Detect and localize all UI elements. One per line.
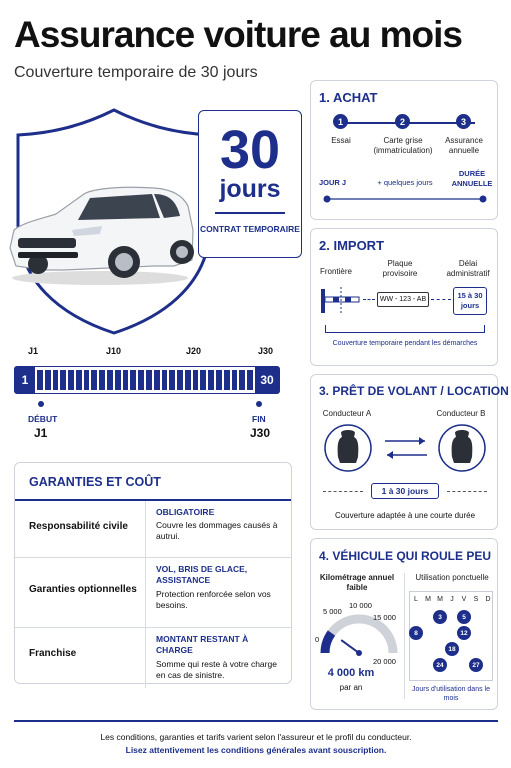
timeline-ticks [14,346,284,358]
start-label: DÉBUT [28,414,58,424]
guarantee-name: Franchise [29,648,77,659]
timeline-segment [123,370,129,390]
achat-panel [310,80,498,220]
usage-day: 27 [469,658,483,672]
usage-day: 8 [409,626,423,640]
footer-line-1: Les conditions, garanties et tarifs varient selon l'assureur et le profil du conducteur. [100,732,412,742]
guarantee-desc: Couvre les dommages causés à autrui. [156,520,278,542]
timeline-start: 1 [21,373,29,387]
seat-b-icon [437,423,487,473]
pret-dash-left [323,491,363,492]
timeline-segment [247,370,253,390]
guarantee-detail [146,501,291,557]
guarantee-desc: Somme qui reste à votre charge en cas de sinistre. [156,659,277,681]
weekday-label: L [414,596,418,603]
weekday-label: D [485,596,491,603]
end-label: FIN [252,414,266,424]
tick-j30: J30 [258,346,274,356]
footer-line-2: Lisez attentivement les conditions générales avant souscription. [125,745,387,755]
swap-arrows-icon [381,433,431,463]
guarantee-row [15,558,291,628]
import-note: Couverture temporaire pendant les démarches [332,340,478,347]
usage-day: 5 [457,610,471,624]
timeline-segment [216,370,222,390]
pret-note: Couverture adaptée à une courte durée [334,511,476,520]
guarantee-tag: OBLIGATOIRE [156,507,215,517]
timeline-segment [60,370,66,390]
guarantee-tag: VOL, BRIS DE GLACE, ASSISTANCE [156,564,248,586]
timeline-segment [107,370,113,390]
gauge-label-0: 0 [315,635,320,644]
driver-a-label: Conducteur A [322,409,372,418]
weekday-label: S [473,596,479,603]
vehicule-divider [404,573,405,699]
timeline-segment [115,370,121,390]
import-arrow-2 [431,299,451,300]
timeline-segment [99,370,105,390]
timeline-segment [200,370,206,390]
tick-j1: J1 [28,346,39,356]
pret-title: 3. PRÊT DE VOLANT / LOCATION [319,384,509,398]
end-day: J30 [250,426,271,440]
achat-left: JOUR J [319,178,347,187]
timeline-markers [38,398,258,412]
km-title: Kilométrage annuel faible [319,573,395,592]
timeline-segment [138,370,144,390]
badge-divider [215,212,285,214]
step-2-label: Carte grise (immatriculation) [373,136,433,155]
seat-a-icon [323,423,373,473]
pret-panel [310,374,509,530]
step-3-icon: 3 [456,114,471,129]
usage-title: Utilisation ponctuelle [415,573,489,582]
timeline-segment [130,370,136,390]
import-delay: 15 à 30 jours [453,287,487,315]
timeline-segment [177,370,183,390]
timeline-segment [239,370,245,390]
guarantees-title: GARANTIES ET COÛT [29,475,161,489]
end-dot-icon [256,401,262,407]
weekday-label: V [461,596,467,603]
achat-timeline-icon [323,193,491,205]
guarantee-tag: MONTANT RESTANT À CHARGE [156,634,249,656]
timeline-segment [185,370,191,390]
gauge-label-20000: 20 000 [373,657,396,666]
timeline-segment [37,370,43,390]
import-bracket [325,325,485,333]
temporary-plate: WW - 123 - AB [377,292,429,307]
timeline-segment [53,370,59,390]
import-col-2: Plaque provisoire [382,259,418,278]
timeline-end: 30 [260,373,274,387]
guarantees-panel [14,462,292,684]
weekday-label: J [450,596,454,603]
timeline-bar [14,366,280,394]
timeline-segment [45,370,51,390]
pret-duration: 1 à 30 jours [371,483,439,499]
import-panel [310,228,498,366]
border-barrier-icon [319,285,363,315]
start-dot-icon [38,401,44,407]
timeline-segment [193,370,199,390]
badge-number: 30 [219,120,281,180]
achat-title: 1. ACHAT [319,90,378,105]
guarantee-name: Garanties optionnelles [29,584,137,595]
gauge-label-10000: 10 000 [349,601,372,610]
guarantee-row [15,501,291,558]
page-title: Assurance voiture au mois [14,14,462,55]
badge-unit: jours [219,175,281,203]
timeline-segment [84,370,90,390]
usage-day: 12 [457,626,471,640]
timeline-segments [35,367,255,393]
pret-dash-right [447,491,487,492]
import-title: 2. IMPORT [319,238,385,253]
car-icon [4,178,196,288]
timeline-segment [146,370,152,390]
gauge-label-5000: 5 000 [323,607,342,616]
usage-caption: Jours d'utilisation dans le mois [412,686,490,703]
step-3-label: Assurance annuelle [445,136,483,155]
badge-caption: CONTRAT TEMPORAIRE [200,224,300,234]
timeline-segment [154,370,160,390]
tick-j10: J10 [106,346,122,356]
usage-day: 24 [433,658,447,672]
timeline-segment [68,370,74,390]
guarantee-detail [146,558,291,627]
timeline-segment [169,370,175,390]
step-1-label: Essai [331,136,351,145]
usage-calendar [409,591,493,681]
start-day: J1 [34,426,48,440]
timeline-segment [208,370,214,390]
km-unit: par an [339,683,363,692]
timeline-segment [224,370,230,390]
weekday-label: M [425,596,431,603]
km-value: 4 000 km [327,667,375,679]
timeline-segment [76,370,82,390]
usage-day: 18 [445,642,459,656]
footer-rule [14,720,498,722]
weekday-label: M [437,596,443,603]
guarantee-desc: Protection renforcée selon vos besoins. [156,589,271,611]
import-arrow-1 [363,299,375,300]
calendar-grid [410,592,494,682]
guarantee-row [15,628,291,688]
page-subtitle: Couverture temporaire de 30 jours [14,64,258,81]
achat-middle: + quelques jours [377,178,433,187]
usage-day: 3 [433,610,447,624]
import-col-3: Délai administratif [446,259,490,278]
step-2-icon: 2 [395,114,410,129]
achat-right: DURÉE ANNUELLE [451,169,493,188]
duration-badge [198,110,302,258]
guarantee-name: Responsabilité civile [29,521,128,532]
tick-j20: J20 [186,346,202,356]
vehicule-panel [310,538,498,710]
gauge-label-15000: 15 000 [373,613,396,622]
timeline-segment [162,370,168,390]
timeline-segment [91,370,97,390]
import-col-1: Frontière [319,267,352,276]
step-1-icon: 1 [333,114,348,129]
guarantee-detail [146,628,291,688]
vehicule-title: 4. VÉHICULE QUI ROULE PEU [319,549,492,563]
driver-b-label: Conducteur B [436,409,486,418]
timeline-segment [232,370,238,390]
